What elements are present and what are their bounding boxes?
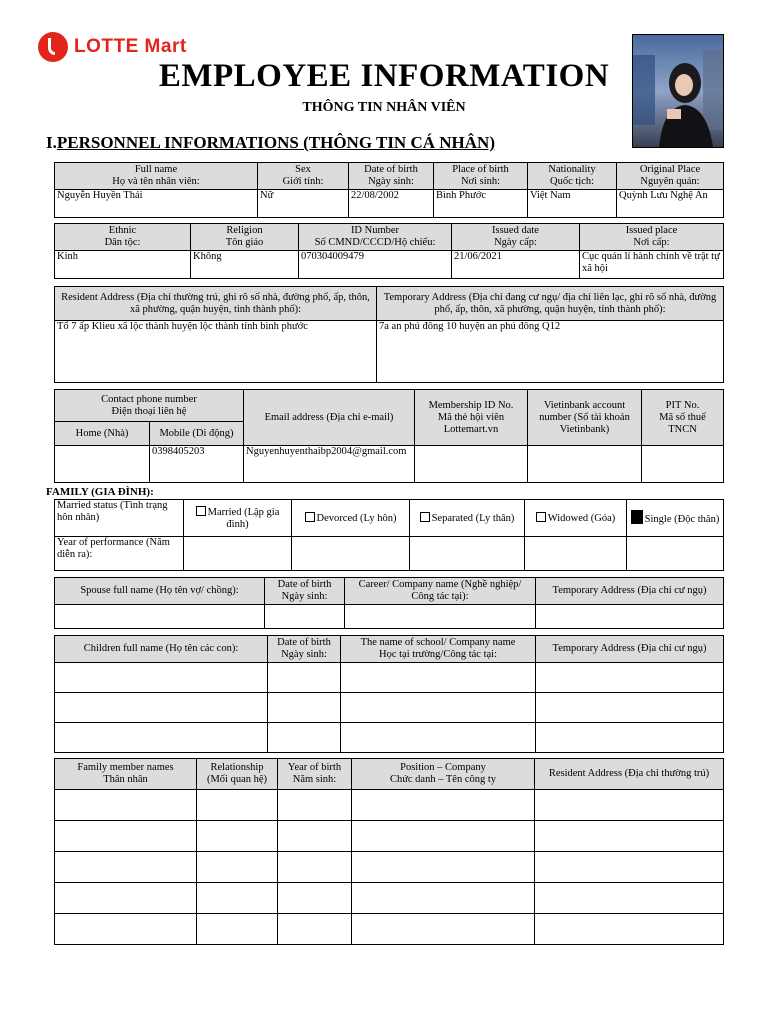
spouse-career-field[interactable] [345,605,536,629]
table-row [55,821,724,852]
family-section-title: FAMILY (GIA ĐÌNH): [46,486,154,498]
child-name-field[interactable] [55,723,268,753]
relative-yob-field[interactable] [278,821,352,852]
table-row [55,883,724,914]
contact-table [54,389,724,483]
relative-address-field[interactable] [535,821,724,852]
mobile-phone-field[interactable]: 0398405203 [150,446,244,483]
issued-place-field[interactable]: Cục quản lí hành chính về trật tự xã hội [580,251,724,279]
child-dob-field[interactable] [268,693,341,723]
child-school-field[interactable] [341,723,536,753]
relative-yob-field[interactable] [278,790,352,821]
relative-name-field[interactable] [55,883,197,914]
membership-id-field[interactable] [415,446,528,483]
devorced-checkbox-icon[interactable] [305,512,315,522]
married-checkbox-icon[interactable] [196,506,206,516]
address-table [54,286,724,383]
header-religion: Religion Tôn giáo [191,224,299,251]
header-sex: Sex Giới tính: [258,163,349,190]
date-of-birth-field[interactable]: 22/08/2002 [349,190,434,218]
header-membership-id: Membership ID No. Mã thẻ hội viên Lottemart.vn [415,390,528,446]
header-vietinbank-account: Vietinbank account number (Số tài khoản Vietinbank) [528,390,642,446]
header-place-of-birth: Place of birth Nơi sinh: [434,163,528,190]
header-temporary-address: Temporary Address (Địa chỉ đang cư ngụ/ địa chỉ liên lạc, ghi rõ số nhà, đường phố, ấp, thôn, xã phường, quận huyện, tỉnh thành phố): [377,287,724,321]
relative-name-field[interactable] [55,852,197,883]
relationship-field[interactable] [197,821,278,852]
id-number-field[interactable]: 070304009479 [299,251,452,279]
relative-position-field[interactable] [352,790,535,821]
relative-position-field[interactable] [352,914,535,945]
child-name-field[interactable] [55,693,268,723]
spouse-dob-field[interactable] [265,605,345,629]
header-home-phone: Home (Nhà) [55,422,150,446]
spouse-table [54,577,724,629]
relative-address-field[interactable] [535,790,724,821]
table-row [55,852,724,883]
header-id-number: ID Number Số CMND/CCCD/Hộ chiếu: [299,224,452,251]
performance-cell-4[interactable] [525,537,627,571]
child-dob-field[interactable] [268,723,341,753]
performance-cell-3[interactable] [410,537,525,571]
header-resident-address: Resident Address (Địa chỉ thường trú, ghi rõ số nhà, đường phố, ấp, thôn, xã phường, quận huyện, tỉnh thành phố): [55,287,377,321]
place-of-birth-field[interactable]: Bình Phước [434,190,528,218]
relative-position-field[interactable] [352,883,535,914]
relatives-table [54,758,724,945]
relative-yob-field[interactable] [278,852,352,883]
header-original-place: Original Place Nguyên quán: [617,163,724,190]
header-full-name: Full name Họ và tên nhân viên: [55,163,258,190]
relative-name-field[interactable] [55,821,197,852]
child-school-field[interactable] [341,663,536,693]
vietinbank-account-field[interactable] [528,446,642,483]
section-title-text: PERSONNEL INFORMATIONS (THÔNG TIN CÁ NHÂN) [56,133,495,152]
header-ethnic: Ethnic Dân tộc: [55,224,191,251]
relative-address-field[interactable] [535,852,724,883]
child-address-field[interactable] [536,663,724,693]
header-spouse-address: Temporary Address (Địa chỉ cư ngụ) [536,578,724,605]
child-address-field[interactable] [536,693,724,723]
header-nationality: Nationality Quốc tịch: [528,163,617,190]
header-children-address: Temporary Address (Địa chỉ cư ngụ) [536,636,724,663]
section-personnel-title [46,133,495,153]
spouse-address-field[interactable] [536,605,724,629]
relationship-field[interactable] [197,790,278,821]
relationship-field[interactable] [197,883,278,914]
header-spouse-career: Career/ Company name (Nghề nghiệp/ Công tác tại): [345,578,536,605]
header-contact-phone: Contact phone number Điện thoại liên hệ [55,390,244,422]
option-single[interactable]: Single (Độc thân) [627,500,724,537]
header-spouse-dob: Date of birth Ngày sinh: [265,578,345,605]
relative-yob-field[interactable] [278,883,352,914]
relationship-field[interactable] [197,914,278,945]
identity-table [54,223,724,279]
performance-cell-5[interactable] [627,537,724,571]
header-children-dob: Date of birth Ngày sinh: [268,636,341,663]
table-row [55,663,724,693]
header-date-of-birth: Date of birth Ngày sinh: [349,163,434,190]
email-field[interactable]: Nguyenhuyenthaibp2004@gmail.com [244,446,415,483]
issued-date-field[interactable]: 21/06/2021 [452,251,580,279]
pit-number-field[interactable] [642,446,724,483]
marital-status-table [54,499,724,571]
child-name-field[interactable] [55,663,268,693]
relationship-field[interactable] [197,852,278,883]
section-number: I. [46,133,57,152]
relative-yob-field[interactable] [278,914,352,945]
table-row [55,693,724,723]
sex-field[interactable]: Nữ [258,190,349,218]
relative-position-field[interactable] [352,852,535,883]
table-row [55,790,724,821]
year-of-performance-label: Year of performance (Năm diễn ra): [55,537,184,571]
relative-address-field[interactable] [535,914,724,945]
header-position-company: Position – Company Chức danh – Tên công ty [352,759,535,790]
child-address-field[interactable] [536,723,724,753]
nationality-field[interactable]: Việt Nam [528,190,617,218]
resident-address-field[interactable]: Tổ 7 ấp Klieu xã lộc thành huyện lộc thành tỉnh bình phước [55,321,377,383]
relative-name-field[interactable] [55,914,197,945]
header-issued-place: Issued place Nơi cấp: [580,224,724,251]
relative-position-field[interactable] [352,821,535,852]
option-separated[interactable]: Separated (Ly thân) [410,500,525,537]
option-devorced[interactable]: Devorced (Ly hôn) [292,500,410,537]
home-phone-field[interactable] [55,446,150,483]
personal-info-table [54,162,724,218]
original-place-field[interactable]: Quỳnh Lưu Nghệ An [617,190,724,218]
married-status-label: Married status (Tình trạng hôn nhân) [55,500,184,537]
relative-name-field[interactable] [55,790,197,821]
option-married[interactable]: Married (Lập gia đình) [184,500,292,537]
table-row [55,914,724,945]
header-pit-number: PIT No. Mã số thuế TNCN [642,390,724,446]
ethnic-field[interactable]: Kinh [55,251,191,279]
header-children-name: Children full name (Họ tên các con): [55,636,268,663]
brand-name: LOTTE Mart [74,36,187,57]
child-school-field[interactable] [341,693,536,723]
performance-cell-2[interactable] [292,537,410,571]
widowed-checkbox-icon[interactable] [536,512,546,522]
header-email: Email address (Địa chỉ e-mail) [244,390,415,446]
relative-address-field[interactable] [535,883,724,914]
spouse-name-field[interactable] [55,605,265,629]
header-mobile-phone: Mobile (Di động) [150,422,244,446]
performance-cell-1[interactable] [184,537,292,571]
header-spouse-name: Spouse full name (Họ tên vợ/ chồng): [55,578,265,605]
full-name-field[interactable]: Nguyễn Huyền Thái [55,190,258,218]
option-widowed[interactable]: Widowed (Góa) [525,500,627,537]
header-issued-date: Issued date Ngày cấp: [452,224,580,251]
separated-checkbox-icon[interactable] [420,512,430,522]
table-row [55,723,724,753]
temporary-address-field[interactable]: 7a an phú đông 10 huyện an phú đông Q12 [377,321,724,383]
children-table [54,635,724,753]
header-family-member: Family member names Thân nhân [55,759,197,790]
child-dob-field[interactable] [268,663,341,693]
header-relative-address: Resident Address (Địa chỉ thường trú) [535,759,724,790]
header-relationship: Relationship (Mối quan hệ) [197,759,278,790]
religion-field[interactable]: Không [191,251,299,279]
single-checkbox-checked-icon[interactable] [631,510,643,524]
header-year-of-birth: Year of birth Năm sinh: [278,759,352,790]
page-title: EMPLOYEE INFORMATION [158,58,610,94]
page-subtitle: THÔNG TIN NHÂN VIÊN [302,100,466,115]
header-children-school: The name of school/ Company name Học tại trường/Công tác tại: [341,636,536,663]
